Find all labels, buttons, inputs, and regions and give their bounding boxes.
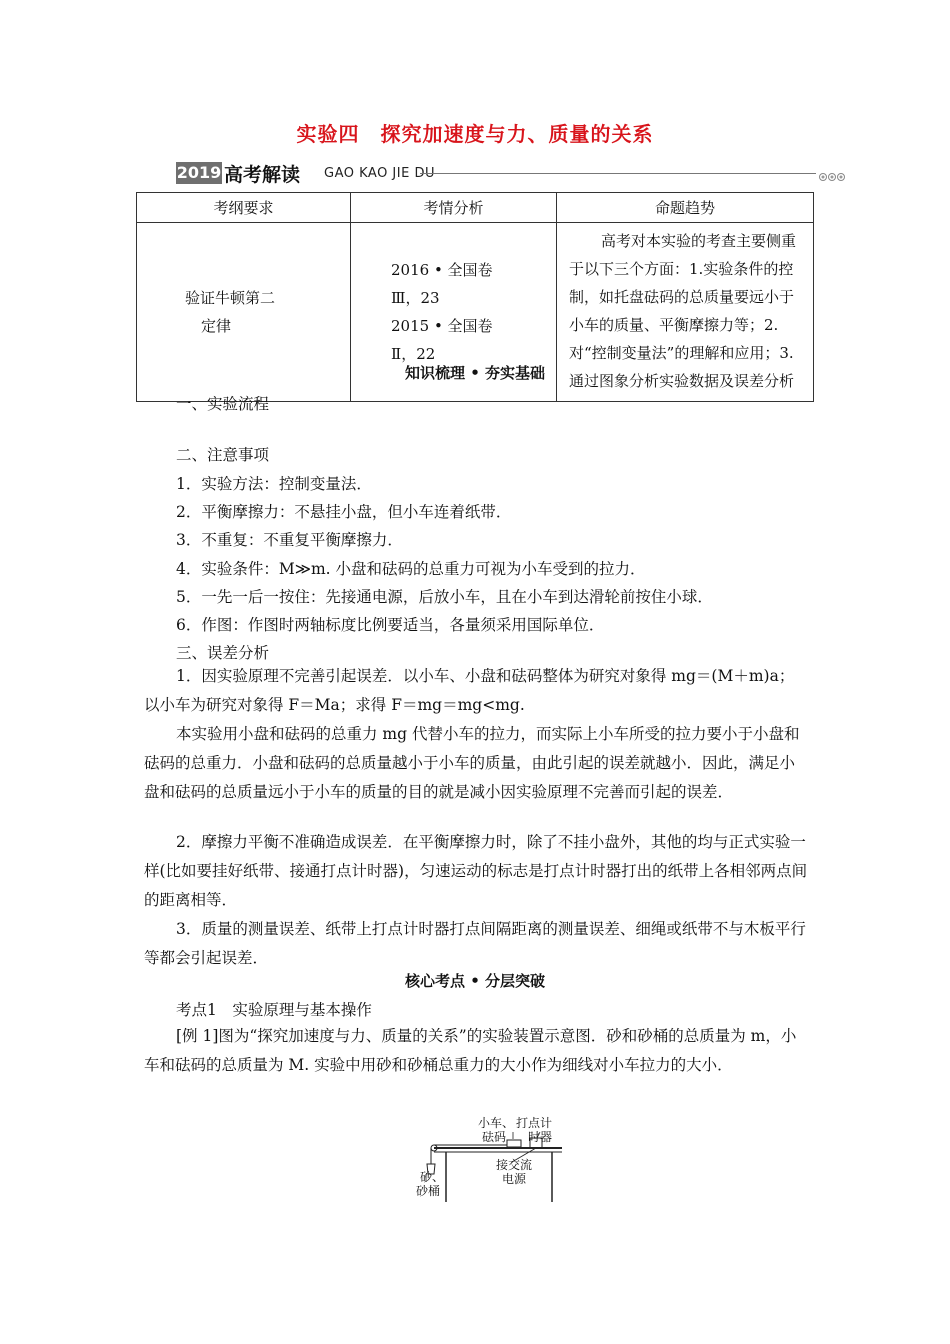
subheading-notes: 二、注意事项 bbox=[176, 446, 270, 464]
label-car bbox=[478, 1116, 514, 1144]
banner-title: 高考解读 bbox=[224, 164, 301, 186]
cell-line: 2015 • 全国卷 bbox=[391, 317, 493, 335]
subheading-procedure: 一、实验流程 bbox=[176, 395, 270, 413]
label-sand bbox=[416, 1170, 445, 1198]
table-header-row bbox=[137, 193, 814, 223]
label-line: 打点计 bbox=[516, 1116, 553, 1130]
table-header: 考情分析 bbox=[351, 193, 557, 223]
label-line: 砝码 bbox=[482, 1130, 507, 1144]
cell-line: 定律 bbox=[201, 317, 232, 335]
section-banner bbox=[176, 160, 848, 186]
cell-line: 验证牛顿第二 bbox=[185, 289, 276, 307]
label-timer bbox=[516, 1116, 552, 1144]
note-item: 1．实验方法：控制变量法． bbox=[176, 475, 372, 493]
note-item: 6．作图：作图时两轴标度比例要适当，各量须采用国际单位． bbox=[176, 616, 605, 634]
page-title: 实验四 探究加速度与力、质量的关系 bbox=[296, 122, 654, 146]
section-heading-basics: 知识梳理 • 夯实基础 bbox=[404, 364, 546, 382]
cell-line: Ⅲ，23 bbox=[391, 289, 440, 307]
label-line: 时器 bbox=[528, 1130, 553, 1144]
cell-line: Ⅱ，22 bbox=[391, 345, 436, 363]
error-paragraph-1b: 本实验用小盘和砝码的总重力 mg 代替小车的拉力，而实际上小车所受的拉力要小于小盘和砝码的总重力．小盘和砝码的总质量越小于小车的质量，由此引起的误差就越小．因此，满足小盘和砝码的总质量远小于小车的质量的目的就是减小因实验原理不完善而引起的误差． bbox=[144, 725, 800, 801]
banner-dots-icon bbox=[818, 166, 848, 180]
label-power bbox=[496, 1158, 532, 1186]
label-line: 小车、 bbox=[478, 1116, 515, 1130]
note-item: 5．一先一后一按住：先接通电源，后放小车，且在小车到达滑轮前按住小球． bbox=[176, 588, 713, 606]
error-paragraph-1: 1．因实验原理不完善引起误差．以小车、小盘和砝码整体为研究对象得 mg＝(M＋m)a；以小车为研究对象得 F＝Ma；求得 F＝mg＝mg<mg. bbox=[144, 667, 795, 714]
note-item: 3．不重复：不重复平衡摩擦力． bbox=[176, 531, 403, 549]
table-header: 命题趋势 bbox=[557, 193, 814, 223]
cell-line: 2016 • 全国卷 bbox=[391, 261, 493, 279]
label-line: 砂桶 bbox=[416, 1184, 441, 1198]
label-line: 砂、 bbox=[420, 1170, 445, 1184]
banner-subtitle: GAO KAO JIE DU bbox=[324, 166, 435, 181]
cell-paragraph: 高考对本实验的考查主要侧重于以下三个方面：1.实验条件的控制，如托盘砝码的总质量要远小于小车的质量、平衡摩擦力等；2.对“控制变量法”的理解和应用；3.通过图象分析实验数据及误差分析 bbox=[569, 232, 797, 390]
note-item: 2．平衡摩擦力：不悬挂小盘，但小车连着纸带． bbox=[176, 503, 512, 521]
subheading-error: 三、误差分析 bbox=[176, 644, 270, 662]
banner-year: 2019 bbox=[176, 163, 222, 182]
error-paragraph-2: 2．摩擦力平衡不准确造成误差．在平衡摩擦力时，除了不挂小盘外，其他的均与正式实验一样(比如要挂好纸带、接通打点计时器)，匀速运动的标志是打点计时器打出的纸带上各相邻两点间的距离相等． bbox=[144, 833, 808, 909]
label-line: 电源 bbox=[502, 1172, 527, 1186]
table-header: 考纲要求 bbox=[137, 193, 351, 223]
note-item: 4．实验条件：M≫m. 小盘和砝码的总重力可视为小车受到的拉力． bbox=[176, 560, 646, 578]
label-line: 接交流 bbox=[496, 1158, 533, 1172]
topic-heading: 考点1 实验原理与基本操作 bbox=[176, 1001, 372, 1019]
example-paragraph: [例 1]图为“探究加速度与力、质量的关系”的实验装置示意图．砂和砂桶的总质量为 m，小车和砝码的总质量为 M. 实验中用砂和砂桶总重力的大小作为细线对小车拉力的大小． bbox=[144, 1027, 797, 1074]
section-heading-core: 核心考点 • 分层突破 bbox=[404, 972, 546, 990]
error-paragraph-3: 3．质量的测量误差、纸带上打点计时器打点间隔距离的测量误差、细绳或纸带不与木板平行等都会引起误差． bbox=[144, 920, 806, 967]
apparatus-figure bbox=[412, 1116, 602, 1204]
banner-rule bbox=[420, 173, 816, 174]
